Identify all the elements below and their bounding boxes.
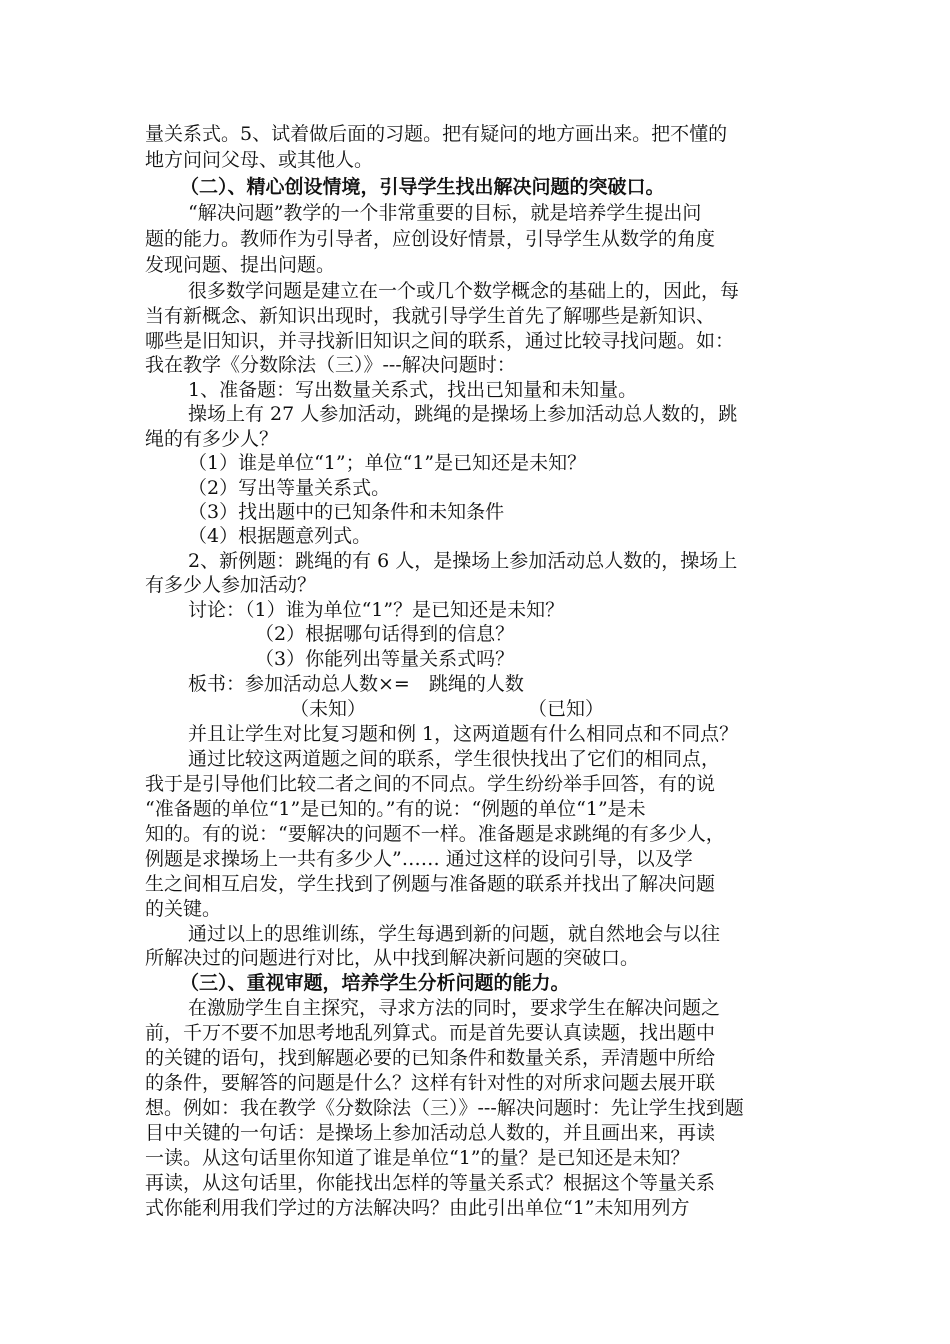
text-line: 我于是引导他们比较二者之间的不同点。学生纷纷举手回答，有的说 <box>145 773 716 795</box>
text-line: 前，千万不要不加思考地乱列算式。而是首先要认真读题，找出题中 <box>145 1022 716 1044</box>
text-line: 一读。从这句话里你知道了谁是单位“1”的量？是已知还是未知？ <box>145 1147 690 1169</box>
text-line: 地方问问父母、或其他人。 <box>145 149 374 171</box>
annotation-unknown: （未知） <box>290 698 367 720</box>
text-line: 很多数学问题是建立在一个或几个数学概念的基础上的，因此，每 <box>188 280 740 302</box>
text-line: 2、新例题：跳绳的有 6 人，是操场上参加活动总人数的，操场上 <box>188 550 738 572</box>
text-line: 再读，从这句话里，你能找出怎样的等量关系式？根据这个等量关系 <box>145 1172 716 1194</box>
text-line: 操场上有 27 人参加活动，跳绳的是操场上参加活动总人数的，跳 <box>188 403 738 425</box>
text-line: 发现问题、提出问题。 <box>145 254 336 276</box>
text-line: 所解决过的问题进行对比，从中找到解决新问题的突破口。 <box>145 947 640 969</box>
text-line: 并且让学生对比复习题和例 1，这两道题有什么相同点和不同点？ <box>188 723 739 745</box>
text-line: 例题是求操场上一共有多少人”…… 通过这样的设问引导，以及学 <box>145 848 693 870</box>
text-line: 知的。有的说：“要解决的问题不一样。准备题是求跳绳的有多少人， <box>145 823 725 845</box>
text-line: 有多少人参加活动？ <box>145 574 317 596</box>
text-line: 板书：参加活动总人数×= 跳绳的人数 <box>188 673 524 695</box>
text-line: 通过以上的思维训练，学生每遇到新的问题，就自然地会与以往 <box>188 923 721 945</box>
text-line: 在激励学生自主探究，寻求方法的同时，要求学生在解决问题之 <box>188 997 721 1019</box>
text-line: （2）写出等量关系式。 <box>188 477 391 499</box>
text-line: 式你能利用我们学过的方法解决吗？由此引出单位“1”未知用列方 <box>145 1197 690 1219</box>
text-line: 绳的有多少人？ <box>145 428 279 450</box>
text-line: 生之间相互启发，学生找到了例题与准备题的联系并找出了解决问题 <box>145 873 716 895</box>
text-line: 讨论：（1）谁为单位“1”？是已知还是未知？ <box>188 599 565 621</box>
text-line: 通过比较这两道题之间的联系，学生很快找出了它们的相同点， <box>188 748 721 770</box>
annotation-known: （已知） <box>528 698 605 720</box>
text-line: 的关键。 <box>145 898 222 920</box>
text-line: 目中关键的一句话：是操场上参加活动总人数的，并且画出来，再读 <box>145 1122 716 1144</box>
section-heading: （二）、精心创设情境，引导学生找出解决问题的突破口。 <box>180 176 665 198</box>
text-line: 题的能力。教师作为引导者，应创设好情景，引导学生从数学的角度 <box>145 228 716 250</box>
text-line: 当有新概念、新知识出现时，我就引导学生首先了解哪些是新知识、 <box>145 305 716 327</box>
text-line: “解决问题”教学的一个非常重要的目标，就是培养学生提出问 <box>188 202 702 224</box>
text-line: （1）谁是单位“1”；单位“1”是已知还是未知？ <box>188 452 587 474</box>
section-heading: （三）、重视审题，培养学生分析问题的能力。 <box>180 972 570 994</box>
text-line: （3）找出题中的已知条件和未知条件 <box>188 501 505 523</box>
text-line: 量关系式。5、试着做后面的习题。把有疑问的地方画出来。把不懂的 <box>145 123 728 145</box>
text-line: 的关键的语句，找到解题必要的已知条件和数量关系，弄清题中所给 <box>145 1047 716 1069</box>
text-line: 的条件，要解答的问题是什么？这样有针对性的对所求问题去展开联 <box>145 1072 716 1094</box>
text-line: （2）根据哪句话得到的信息？ <box>255 623 515 645</box>
text-line: 哪些是旧知识，并寻找新旧知识之间的联系，通过比较寻找问题。如： <box>145 330 735 352</box>
text-line: 想。例如：我在教学《分数除法（三）》---解决问题时：先让学生找到题 <box>145 1097 744 1119</box>
text-line: （4）根据题意列式。 <box>188 525 372 547</box>
text-line: （3）你能列出等量关系式吗？ <box>255 648 515 670</box>
text-line: 1、准备题：写出数量关系式，找出已知量和未知量。 <box>188 379 638 401</box>
text-line: “准备题的单位“1”是已知的。”有的说：“例题的单位“1”是未 <box>145 798 646 820</box>
text-line: 我在教学《分数除法（三）》---解决问题时： <box>145 354 516 376</box>
